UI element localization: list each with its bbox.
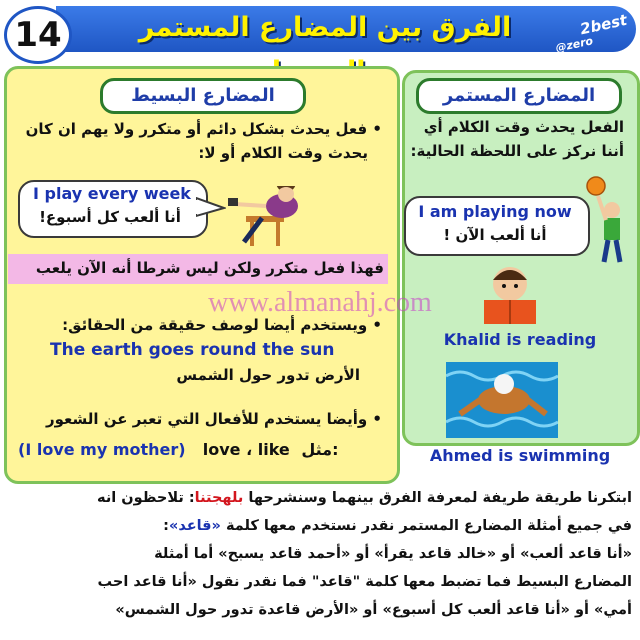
swimmer-photo <box>446 362 558 438</box>
simple-bubble-english: I play every week <box>33 184 191 203</box>
explanation-line4: المضارع البسيط فما تضبط معها كلمة "قاعد" فما نقدر نقول «أنا قاعد احب <box>97 574 632 590</box>
simple-feelings-english: (I love my mother) <box>18 440 186 459</box>
continuous-bubble-english: I am playing now <box>418 202 572 221</box>
continuous-definition-line1: الفعل يحدث وقت الكلام أي <box>423 118 624 136</box>
simple-feelings-intro-text: وأيضا يستخدم للأفعال التي تعبر عن الشعور <box>45 410 368 428</box>
simple-facts-english: The earth goes round the sun <box>50 340 335 360</box>
sitting-boy-illustration <box>226 186 326 248</box>
continuous-caption-reading: Khalid is reading <box>443 330 597 349</box>
simple-feelings-example <box>18 440 382 459</box>
lesson-number-badge: 14 <box>4 6 72 64</box>
brand-name: 2best <box>578 10 629 39</box>
site-watermark: www.almanahj.com <box>208 287 432 318</box>
simple-definition <box>16 120 382 162</box>
explanation-line2-text: في جميع أمثلة المضارع المستمر نقدر نستخدم معها كلمة <box>220 518 632 534</box>
continuous-bubble-arabic: أنا ألعب الآن ! <box>443 226 547 244</box>
present-continuous-heading: المضارع المستمر <box>416 78 622 114</box>
simple-definition-line1: فعل يحدث بشكل دائم أو متكرر ولا يهم ان كان <box>25 120 368 138</box>
explanation-line2-end: : <box>163 518 169 534</box>
bullet-icon: • <box>367 120 382 138</box>
continuous-caption-swimming: Ahmed is swimming <box>429 446 611 465</box>
simple-definition-line2: يحدث وقت الكلام أو لا: <box>198 144 368 162</box>
simple-present-heading: المضارع البسيط <box>100 78 306 114</box>
explanation-line1-end: : تلاحظون انه <box>97 490 195 506</box>
explanation-line1-text: ابتكرنا طريقة طريفة لمعرفة الفرق بينهما وسنشرحها <box>243 490 632 506</box>
keyword-qaed: «قاعد» <box>168 518 221 534</box>
simple-facts-intro-text: ويستخدم أيضا لوصف حقيقة من الحقائق: <box>62 316 368 334</box>
continuous-definition-line2: أننا نركز على اللحظة الحالية: <box>410 142 624 160</box>
simple-bubble-arabic: أنا ألعب كل أسبوع! <box>39 208 181 226</box>
simple-feelings-verbs: love ، like <box>202 440 290 459</box>
simple-note: فهذا فعل متكرر ولكن ليس شرطا أنه الآن يلعب <box>35 259 384 277</box>
brand-handle: @zero <box>554 34 595 55</box>
dialect-word: بلهجتنا <box>194 490 244 506</box>
explanation-line3: «أنا قاعد ألعب» أو «خالد قاعد يقرأ» أو «أحمد قاعد يسبح» أما أمثلة <box>154 546 632 562</box>
bullet-icon: • <box>367 316 382 334</box>
explanation-line5: أمي» أو «أنا قاعد ألعب كل أسبوع» أو «الأرض قاعدة تدور حول الشمس» <box>115 602 632 618</box>
bullet-icon: • <box>367 410 382 428</box>
page-title: الفرق بين المضارع المستمر <box>138 12 512 43</box>
explanation-line1 <box>8 490 632 506</box>
ball-boy-illustration <box>584 176 634 266</box>
simple-feelings-label: مثل: <box>301 440 339 459</box>
simple-feelings-intro <box>16 410 382 428</box>
explanation-line2 <box>8 518 632 534</box>
simple-facts-arabic: الأرض تدور حول الشمس <box>176 366 360 384</box>
bottom-explanation <box>8 486 632 636</box>
